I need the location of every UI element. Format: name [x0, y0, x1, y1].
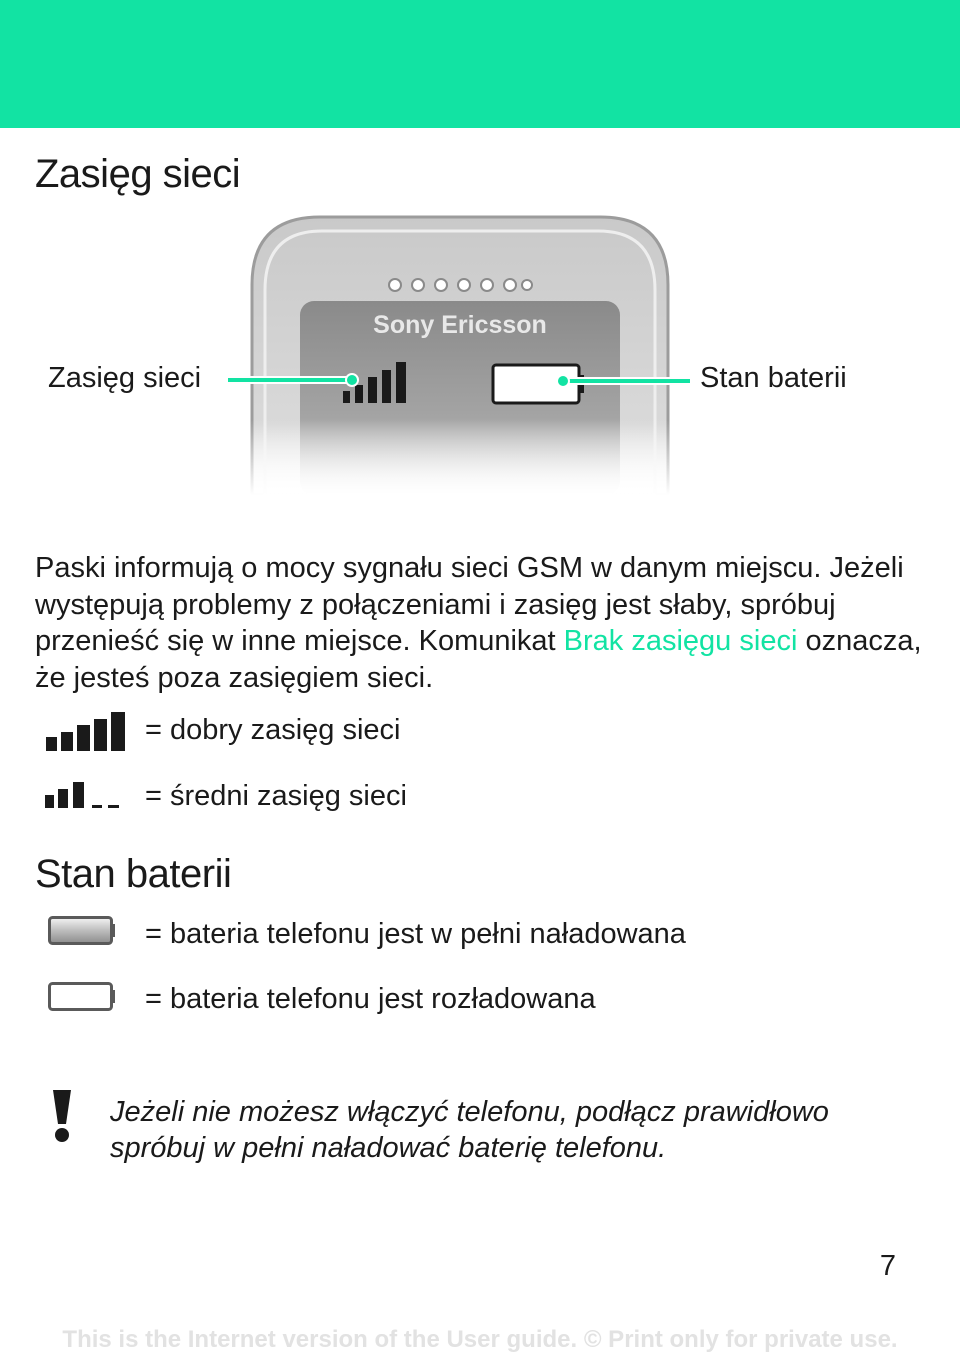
body-paragraph	[35, 550, 935, 696]
top-color-band	[0, 0, 960, 128]
legend-row-signal-good	[0, 710, 960, 760]
legend-text-battery-empty: = bateria telefonu jest rozładowana	[145, 983, 596, 1015]
page-number: 7	[879, 1250, 896, 1282]
note-text: Jeżeli nie możesz włączyć telefonu, podłącz prawidłowo spróbuj w pełni naładować baterię telefonu.	[110, 1096, 829, 1164]
legend-row-battery-empty	[0, 980, 960, 1030]
legend-text-battery-full: = bateria telefonu jest w pełni naładowana	[145, 918, 686, 950]
legend-row-signal-medium	[0, 776, 960, 826]
section-title-battery: Stan baterii	[35, 852, 232, 896]
legend-row-battery-full	[0, 914, 960, 964]
callout-network: Zasięg sieci	[48, 362, 202, 394]
brand-logo: Sony Ericsson	[373, 311, 547, 339]
phone-illustration	[0, 205, 960, 495]
signal-full-icon	[42, 710, 128, 754]
signal-medium-icon	[42, 776, 128, 820]
legend-text-signal-good: = dobry zasięg sieci	[145, 714, 401, 746]
legend-text-signal-medium: = średni zasięg sieci	[145, 780, 407, 812]
paragraph-text-1: Paski informują o mocy sygnału sieci GSM w danym miejscu. Jeżeli występują problemy z połączeniami i zasięg jest słaby, spróbuj przenieść się w inne miejsce. Komunikat	[35, 552, 904, 657]
battery-empty-icon	[48, 980, 128, 1014]
battery-full-icon	[48, 914, 128, 948]
exclamation-icon	[48, 1088, 76, 1144]
callout-battery: Stan baterii	[700, 362, 847, 394]
footer-disclaimer: This is the Internet version of the User guide. © Print only for private use.	[62, 1326, 898, 1353]
no-network-message: Brak zasięgu sieci	[563, 625, 798, 657]
paragraph-text-2: oznacza, że jesteś poza zasięgiem sieci.	[35, 625, 922, 694]
section-title-network: Zasięg sieci	[35, 152, 241, 196]
